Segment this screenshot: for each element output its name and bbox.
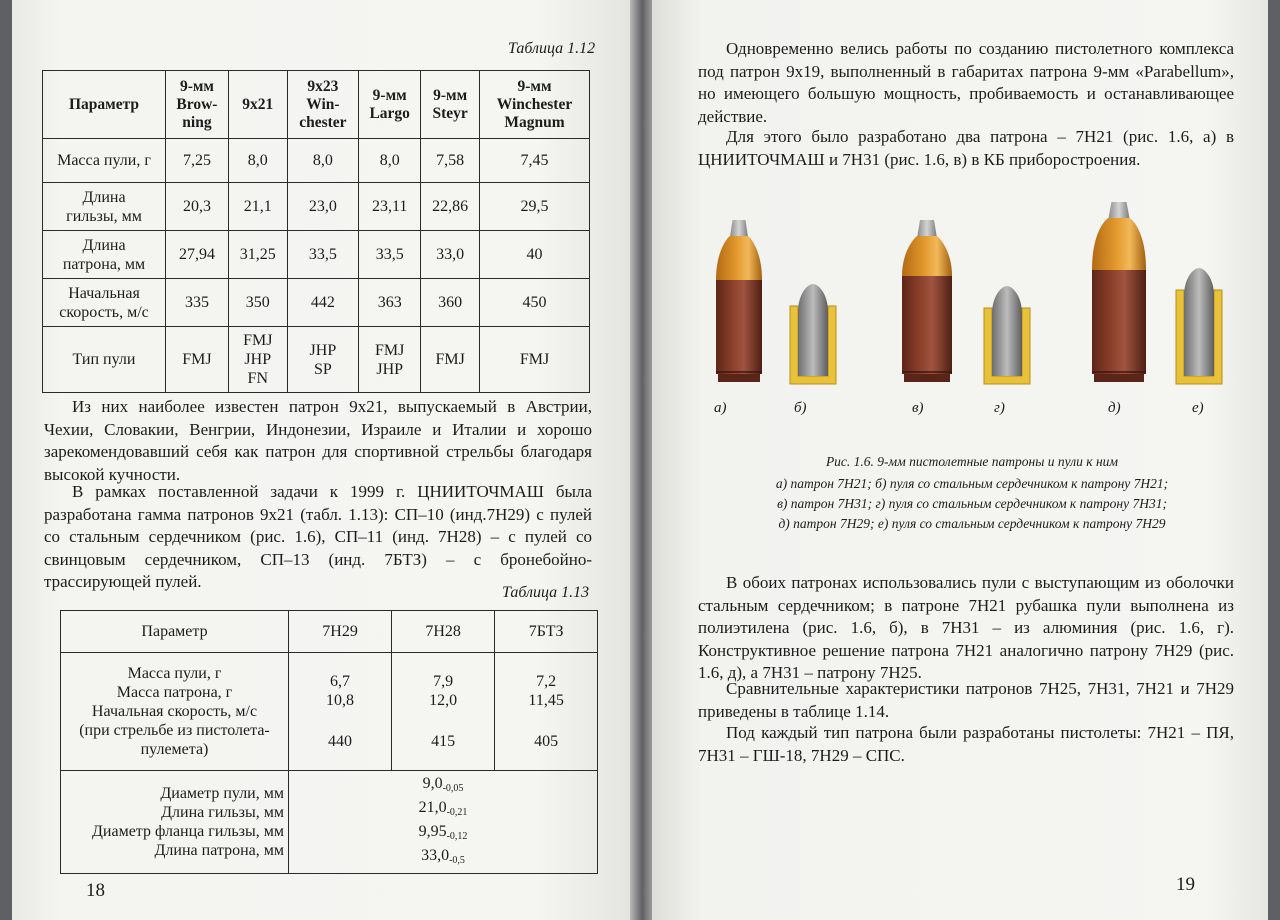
table-1-12-cell: 21,1 [228,183,287,231]
cartridge-7n29-case [1092,270,1146,374]
cartridge-7n31-steel-tip [917,220,937,238]
table-1-13-caption: Таблица 1.13 [502,584,590,601]
cartridge-7n29-steel-tip [1108,202,1130,220]
table-1-12-cell: 23,0 [287,183,359,231]
table-1-12-cell: 22,86 [421,183,480,231]
table-1-12-cell: JHP SP [287,327,359,393]
table-1-12-cell: FMJ [421,327,480,393]
cartridge-7n29-bullet [1092,218,1146,270]
table-1-12-cell: 29,5 [479,183,589,231]
book-gutter [628,0,654,920]
table-1-12-header-cell: 9x23 Win- chester [287,71,359,139]
table-1-12-header-cell: 9-мм Brow- ning [166,71,229,139]
table-1-13-header-cell: 7Н28 [392,611,495,653]
table-1-13-header-cell: Параметр [61,611,289,653]
cartridge-7n31-rim [904,374,950,382]
right-paragraph-1: Одновременно велись работы по созданию пистолетного комплекса под патрон 9x19, выполненный в габаритах патрона 9-мм «Parabellum», но имеющего большую мощность, пробиваемость и останавливающее действие. [698,39,1234,126]
fig-label-g: г) [994,400,1005,416]
table-1-12-cell: 33,5 [287,231,359,279]
right-paragraph-3: В обоих патронах использовались пули с выступающим из оболочки стальным сердечником; в патроне 7Н21 рубашка пули выполнена из полиэтилена (рис. 1.6, б), в 7Н31 – из алюминия (рис. 1.6, г). Конструктивное решение патрона 7Н21 аналогично патрону 7Н29 (рис. 1.6, д), а 7Н31 – патрону 7Н25. [698,573,1234,682]
table-1-12-cell: 40 [479,231,589,279]
right-paragraph-2: Для этого было разработано два патрона – 7Н21 (рис. 1.6, а) в ЦНИИТОЧМАШ и 7Н31 (рис. 1.6, в) в КБ приборостроения. [698,127,1234,169]
table-1-12-cell: FMJ [479,327,589,393]
table-1-12-cell: FMJ JHP [359,327,421,393]
fig-label-a: а) [714,400,727,416]
table-1-12-cell: 8,0 [287,139,359,183]
table-1-12-cell: 335 [166,279,229,327]
bullet-7n31-core [992,286,1022,376]
page-number-left: 18 [86,880,105,901]
right-page [652,0,1268,920]
fig-label-v: в) [912,400,924,416]
cartridge-7n31-bullet [902,236,952,276]
table-1-13-block1-values: 7,2 11,45 405 [495,653,598,771]
cartridge-7n21-case [716,280,762,374]
table-1-12-row [43,139,590,183]
right-paragraph-5: Под каждый тип патрона были разработаны пистолеты: 7Н21 – ПЯ, 7Н31 – ГШ-18, 7Н29 – СПС. [698,723,1234,765]
table-1-13-block1-labels: Масса пули, г Масса патрона, г Начальная скорость, м/с (при стрельбе из пистолета- пулемета) [61,653,289,771]
table-1-13-block1-values: 7,9 12,0 415 [392,653,495,771]
table-1-12-cell: 8,0 [359,139,421,183]
table-1-12-header-cell: 9-мм Winchester Magnum [479,71,589,139]
table-1-12-row [43,231,590,279]
table-1-12-row [43,327,590,393]
table-1-12-row-label: Начальная скорость, м/с [43,279,166,327]
right-paragraph-4: Сравнительные характеристики патронов 7Н25, 7Н31, 7Н21 и 7Н29 приведены в таблице 1.14. [698,679,1234,721]
table-1-13-header-cell: 7Н29 [289,611,392,653]
table-1-12-cell: 363 [359,279,421,327]
table-1-12-cell: 27,94 [166,231,229,279]
table-1-13-block2-values: $9,0_{-0,05}$ $21,0_{-0,21}$ $9,95_{-0,12}$ $33,0_{-0,5}$ [289,771,598,874]
table-1-12-cell: 20,3 [166,183,229,231]
table-1-12-cell: 350 [228,279,287,327]
cartridge-7n31-case [902,276,952,374]
table-1-12-cell: 33,0 [421,231,480,279]
table-1-12-header-cell: Параметр [43,71,166,139]
table-1-12-cell: FMJ JHP FN [228,327,287,393]
cartridge-7n21-rim [718,374,760,382]
cartridge-7n21-steel-tip [730,220,748,238]
table-1-12-cell: 7,45 [479,139,589,183]
table-1-13-block1-values: 6,7 10,8 440 [289,653,392,771]
table-1-12-cell: 360 [421,279,480,327]
table-1-13 [60,610,598,874]
table-1-12 [42,70,590,393]
table-1-12-row [43,279,590,327]
cartridge-7n21-bullet [716,236,762,280]
table-1-12-cell: 23,11 [359,183,421,231]
left-paragraph-1: Из них наиболее известен патрон 9x21, выпускаемый в Австрии, Чехии, Словакии, Венгрии, Индонезии, Израиле и Италии и хорошо зарекомендовавший себя как патрон для спортивной стрельбы благодаря высокой кучности. [44,397,592,484]
table-1-12-row-label: Длина патрона, мм [43,231,166,279]
fig-label-b: б) [794,400,807,416]
table-1-12-caption: Таблица 1.12 [508,40,596,57]
bullet-7n21-core [798,284,828,376]
table-1-12-row-label: Длина гильзы, мм [43,183,166,231]
cartridge-7n29-rim [1094,374,1144,382]
figure-caption-line-3: д) патрон 7Н29; е) пуля со стальным сердечником к патрону 7Н29 [778,516,1166,531]
cartridges-illustration [698,190,1238,430]
table-1-12-row-label: Тип пули [43,327,166,393]
table-1-12-cell: 33,5 [359,231,421,279]
table-1-13-header-cell: 7БТЗ [495,611,598,653]
table-1-12-cell: 8,0 [228,139,287,183]
figure-caption-line-1: а) патрон 7Н21; б) пуля со стальным сердечником к патрону 7Н21; [775,476,1169,491]
table-1-12-cell: 31,25 [228,231,287,279]
fig-label-e: е) [1192,400,1204,416]
table-1-12-cell: 7,25 [166,139,229,183]
fig-label-d: д) [1108,400,1121,416]
left-paragraph-2: В рамках поставленной задачи к 1999 г. ЦНИИТОЧМАШ была разработана гамма патронов 9x21 (табл. 1.13): СП–10 (инд.7Н29) с пулей со стальным сердечником (рис. 1.6), СП–11 (инд. 7Н28) – с пулей со свинцовым сердечником, СП–13 (инд. 7БТЗ) – с бронебойно-трассирующей пулей. [44,482,592,591]
figure-caption-line-2: в) патрон 7Н31; г) пуля со стальным сердечником к патрону 7Н31; [777,496,1167,511]
table-1-12-cell: FMJ [166,327,229,393]
table-1-12-header-cell: 9x21 [228,71,287,139]
table-1-12-row [43,183,590,231]
table-1-12-cell: 450 [479,279,589,327]
bullet-7n29-core [1184,268,1214,376]
page-number-right: 19 [1176,874,1195,895]
table-1-13-block2-labels: Диаметр пули, мм Длина гильзы, мм Диаметр фланца гильзы, мм Длина патрона, мм [61,771,289,874]
table-1-12-row-label: Масса пули, г [43,139,166,183]
table-1-12-cell: 7,58 [421,139,480,183]
table-1-12-header-cell: 9-мм Largo [359,71,421,139]
figure-caption-title: Рис. 1.6. 9-мм пистолетные патроны и пули к ним [825,454,1119,469]
figure-caption [692,452,1252,534]
table-1-12-header-cell: 9-мм Steyr [421,71,480,139]
table-1-12-cell: 442 [287,279,359,327]
figure-1-6 [698,190,1238,430]
